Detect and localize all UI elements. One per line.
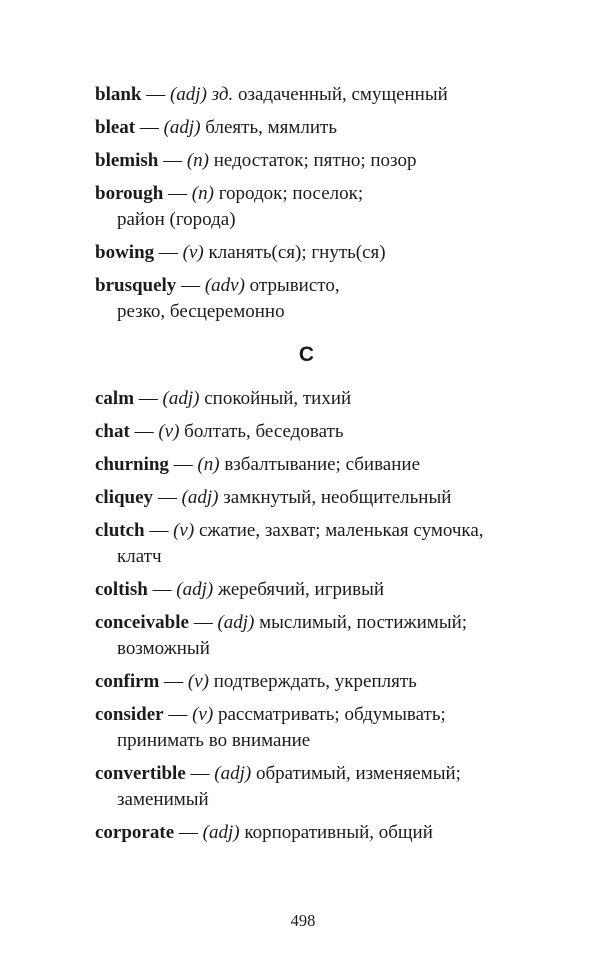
headword: calm bbox=[95, 388, 135, 409]
translation: обратимый, изменяемый; bbox=[255, 763, 461, 784]
headword: bowing bbox=[95, 242, 155, 263]
dictionary-entry bbox=[95, 452, 546, 478]
dictionary-entry bbox=[95, 485, 546, 511]
headword: blank bbox=[95, 84, 142, 105]
translation-continuation: заменимый bbox=[117, 789, 209, 810]
translation: рассматривать; обдумывать; bbox=[217, 704, 446, 725]
dictionary-entry bbox=[95, 240, 546, 266]
headword: churning bbox=[95, 454, 169, 475]
entry-line bbox=[95, 148, 546, 174]
entry-line bbox=[95, 518, 546, 544]
pos-tag: (v) bbox=[192, 704, 214, 725]
pos-tag: (adj) bbox=[176, 579, 214, 600]
separator-dash: — bbox=[190, 763, 210, 784]
entry-line bbox=[95, 702, 546, 728]
dictionary-entry bbox=[95, 273, 546, 325]
dictionary-entry bbox=[95, 386, 546, 412]
dictionary-entry bbox=[95, 181, 546, 233]
translation: озадаченный, смущенный bbox=[237, 84, 448, 105]
entry-line bbox=[95, 761, 546, 787]
dictionary-entry bbox=[95, 115, 546, 141]
page-number: 498 bbox=[290, 911, 316, 930]
headword: coltish bbox=[95, 579, 148, 600]
separator-dash: — bbox=[139, 117, 159, 138]
dictionary-entry bbox=[95, 577, 546, 603]
translation: замкнутый, необщительный bbox=[223, 487, 452, 508]
entry-line bbox=[95, 273, 546, 299]
section-letter-heading: C bbox=[298, 343, 315, 366]
dictionary-entry bbox=[95, 82, 546, 108]
separator-dash: — bbox=[163, 150, 183, 171]
translation: подтверждать, укреплять bbox=[213, 671, 417, 692]
separator-dash: — bbox=[181, 275, 201, 296]
usage-note: зд. bbox=[211, 84, 234, 105]
entry-line bbox=[95, 669, 546, 695]
headword: confirm bbox=[95, 671, 160, 692]
pos-tag: (n) bbox=[186, 150, 210, 171]
pos-tag: (v) bbox=[182, 242, 204, 263]
pos-tag: (v) bbox=[173, 520, 195, 541]
translation: мыслимый, постижимый; bbox=[259, 612, 468, 633]
dictionary-entry bbox=[95, 702, 546, 754]
pos-tag: (n) bbox=[191, 183, 214, 204]
pos-tag: (n) bbox=[197, 454, 220, 475]
pos-tag: (adj) bbox=[214, 763, 252, 784]
entry-line bbox=[95, 820, 546, 846]
separator-dash: — bbox=[146, 84, 166, 105]
pos-tag: (v) bbox=[158, 421, 180, 442]
separator-dash: — bbox=[152, 579, 172, 600]
separator-dash: — bbox=[157, 487, 177, 508]
page-content bbox=[95, 0, 546, 853]
translation: взбалтывание; сбивание bbox=[224, 454, 420, 475]
pos-tag: (adj) bbox=[181, 487, 219, 508]
pos-tag: (adj) bbox=[163, 117, 201, 138]
pos-tag: (adj) bbox=[217, 612, 255, 633]
entry-line bbox=[95, 82, 546, 108]
dictionary-entry bbox=[95, 148, 546, 174]
headword: bleat bbox=[95, 117, 136, 138]
entry-line bbox=[95, 240, 546, 266]
separator-dash: — bbox=[149, 520, 169, 541]
dictionary-entry bbox=[95, 518, 546, 570]
headword: brusquely bbox=[95, 275, 177, 296]
translation-continuation: район (города) bbox=[117, 209, 236, 230]
separator-dash: — bbox=[134, 421, 154, 442]
dictionary-entry bbox=[95, 820, 546, 846]
headword: borough bbox=[95, 183, 164, 204]
translation: блеять, мямлить bbox=[205, 117, 338, 138]
translation: кланять(ся); гнуть(ся) bbox=[208, 242, 386, 263]
separator-dash: — bbox=[193, 612, 213, 633]
entry-line bbox=[95, 115, 546, 141]
pos-tag: (adv) bbox=[204, 275, 245, 296]
separator-dash: — bbox=[164, 671, 184, 692]
headword: convertible bbox=[95, 763, 186, 784]
translation-continuation: возможный bbox=[117, 638, 210, 659]
translation: отрывисто, bbox=[249, 275, 340, 296]
separator-dash: — bbox=[168, 704, 188, 725]
separator-dash: — bbox=[138, 388, 158, 409]
headword: chat bbox=[95, 421, 130, 442]
translation: городок; поселок; bbox=[218, 183, 364, 204]
translation-continuation: клатч bbox=[117, 546, 162, 567]
headword: consider bbox=[95, 704, 164, 725]
separator-dash: — bbox=[173, 454, 193, 475]
translation-continuation: резко, бесцеремонно bbox=[117, 301, 285, 322]
pos-tag: (adj) bbox=[169, 84, 207, 105]
headword: cliquey bbox=[95, 487, 154, 508]
pos-tag: (v) bbox=[187, 671, 209, 692]
separator-dash: — bbox=[158, 242, 178, 263]
entry-line bbox=[95, 610, 546, 636]
headword: blemish bbox=[95, 150, 159, 171]
pos-tag: (adj) bbox=[202, 822, 240, 843]
headword: clutch bbox=[95, 520, 145, 541]
entry-line bbox=[95, 181, 546, 207]
translation: недостаток; пятно; позор bbox=[213, 150, 417, 171]
dictionary-entry bbox=[95, 610, 546, 662]
translation: жеребячий, игривый bbox=[217, 579, 385, 600]
translation: сжатие, захват; маленькая сумочка, bbox=[198, 520, 484, 541]
entry-line bbox=[95, 485, 546, 511]
headword: corporate bbox=[95, 822, 175, 843]
separator-dash: — bbox=[178, 822, 198, 843]
translation-continuation: принимать во внимание bbox=[117, 730, 311, 751]
entry-line bbox=[95, 386, 546, 412]
translation: болтать, беседовать bbox=[184, 421, 344, 442]
entry-line bbox=[95, 577, 546, 603]
entry-line bbox=[95, 419, 546, 445]
dictionary-entry bbox=[95, 761, 546, 813]
translation: спокойный, тихий bbox=[204, 388, 352, 409]
dictionary-entry bbox=[95, 419, 546, 445]
dictionary-entry bbox=[95, 669, 546, 695]
separator-dash: — bbox=[168, 183, 188, 204]
entry-line bbox=[95, 452, 546, 478]
translation: корпоративный, общий bbox=[244, 822, 433, 843]
headword: conceivable bbox=[95, 612, 189, 633]
pos-tag: (adj) bbox=[162, 388, 200, 409]
